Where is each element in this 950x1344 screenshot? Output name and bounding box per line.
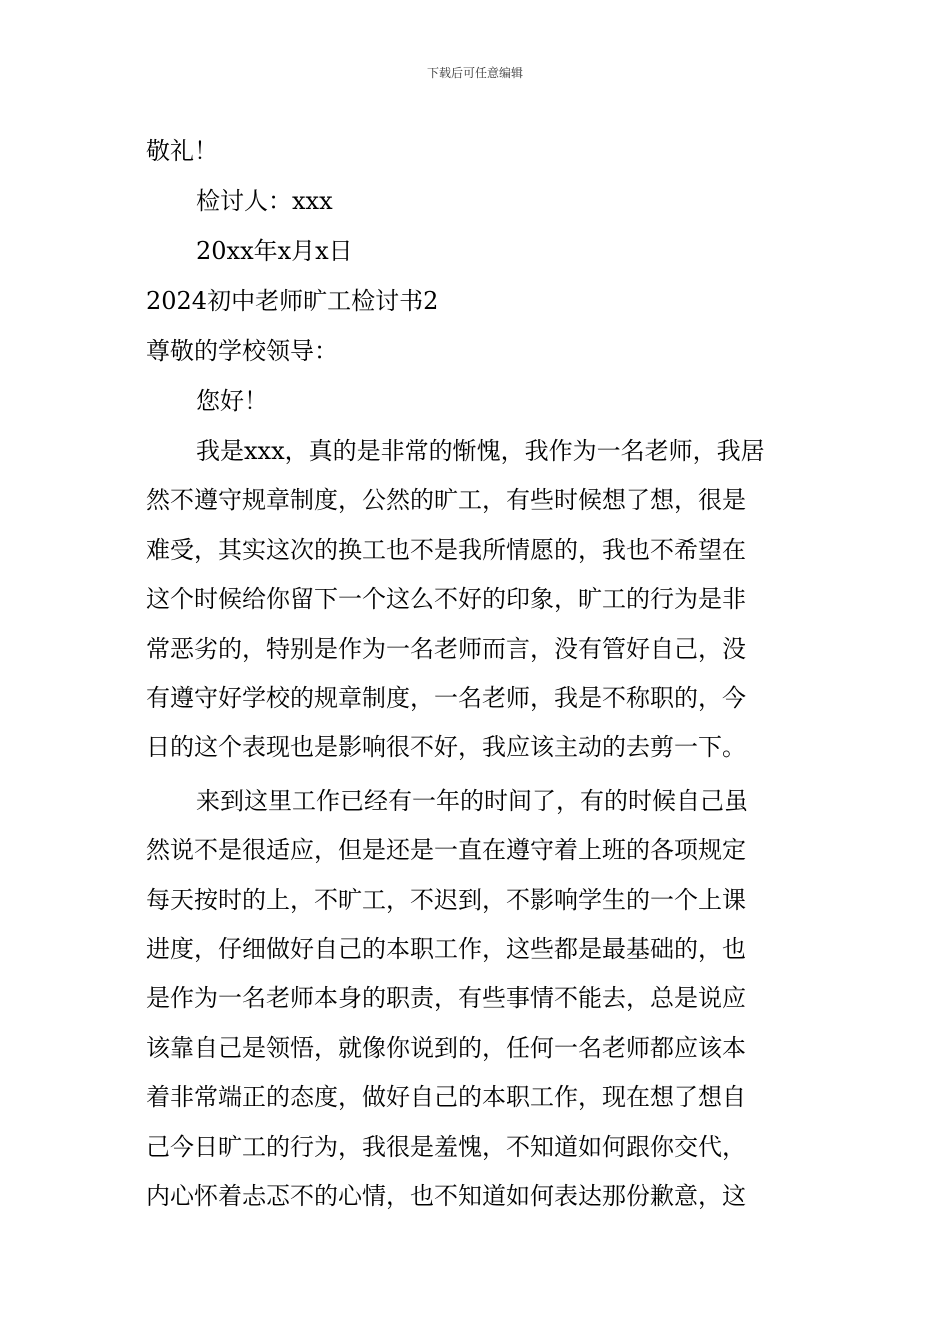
- paragraph-line: 着非常端正的态度，做好自己的本职工作，现在想了想自: [146, 1083, 746, 1112]
- paragraph-line: 日的这个表现也是影响很不好，我应该主动的去剪一下。: [146, 733, 746, 762]
- paragraph-line: 然不遵守规章制度，公然的旷工，有些时候想了想，很是: [146, 486, 746, 515]
- paragraph-line: 内心怀着忐忑不的心情，也不知道如何表达那份歉意，这: [146, 1182, 746, 1211]
- paragraph-line: 每天按时的上，不旷工，不迟到，不影响学生的一个上课: [146, 885, 746, 914]
- paragraph-line: 常恶劣的，特别是作为一名老师而言，没有管好自己，没: [146, 634, 746, 663]
- greeting: 您好！: [196, 387, 268, 415]
- paragraph-line: 这个时候给你留下一个这么不好的印象，旷工的行为是非: [146, 585, 746, 614]
- header-note: 下载后可任意编辑: [426, 66, 523, 80]
- paragraph-line: 来到这里工作已经有一年的时间了，有的时候自己虽: [196, 786, 748, 815]
- paragraph-line: 我是xxx，真的是非常的惭愧，我作为一名老师，我居: [196, 437, 765, 465]
- letter-date: 20xx年x月x日: [196, 237, 353, 265]
- paragraph-line: 该靠自己是领悟，就像你说到的，任何一名老师都应该本: [146, 1033, 746, 1062]
- paragraph: [146, 427, 806, 773]
- document-body: [146, 126, 806, 1222]
- paragraph-line: 是作为一名老师本身的职责，有些事情不能去，总是说应: [146, 984, 746, 1013]
- paragraph-line: 然说不是很适应，但是还是一直在遵守着上班的各项规定: [146, 836, 746, 865]
- paragraph-line: 有遵守好学校的规章制度，一名老师，我是不称职的，今: [146, 684, 746, 713]
- paragraph-line: 进度，仔细做好自己的本职工作，这些都是最基础的，也: [146, 935, 746, 964]
- letter-signer: 检讨人：xxx: [196, 187, 333, 215]
- paragraph: [146, 777, 806, 1222]
- paragraph-line: 难受，其实这次的换工也不是我所情愿的，我也不希望在: [146, 535, 746, 564]
- section-title: 2024初中老师旷工检讨书2: [146, 287, 439, 315]
- paragraph-line: 己今日旷工的行为，我很是羞愧，不知道如何跟你交代，: [146, 1132, 746, 1161]
- letter-closing: 敬礼！: [146, 137, 218, 165]
- salutation: 尊敬的学校领导：: [146, 337, 338, 365]
